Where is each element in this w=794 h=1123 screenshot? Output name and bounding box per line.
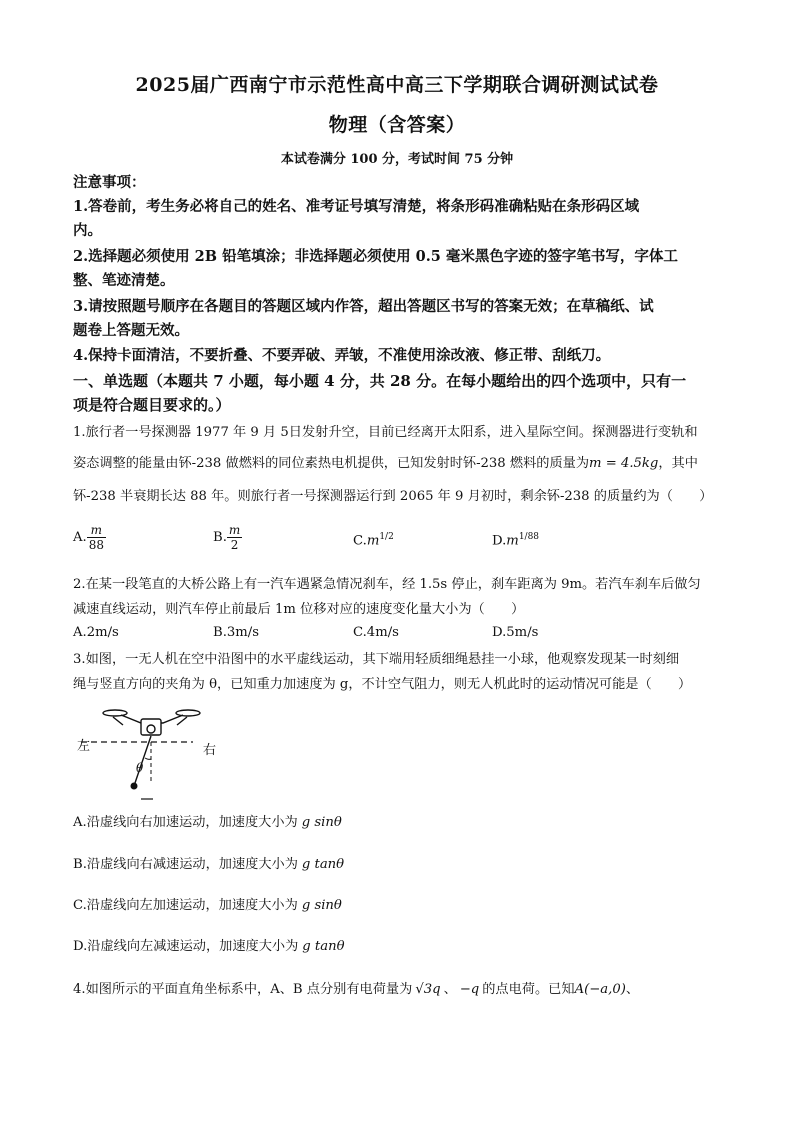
q1-line-1: 1.旅行者一号探测器 1977 年 9 月 5日发射升空，目前已经离开太阳系，进入星际空间。探测器进行变轨和 [73,425,698,440]
q2-line-2: 减速直线运动，则汽车停止前最后 1m 位移对应的速度变化量大小为（ ） [73,602,525,617]
q3-line-1: 3.如图，一无人机在空中沿图中的水平虚线运动，其下端用轻质细绳悬挂一小球，他观察发现某一时刻细 [73,652,680,667]
section-1-heading-line-2: 项是符合题目要求的。） [73,396,231,414]
q2-option-c: C.4m/s [353,625,399,640]
q4-text-a: 4.如图所示的平面直角坐标系中，A、B 点分别有电荷量为 [73,982,413,997]
q1-option-d-label: D. [492,533,507,549]
page-subtitle: 物理（含答案） [328,114,466,136]
q1-option-a-numerator: m [87,523,106,538]
q1-option-a [73,523,106,552]
figure-label-theta: θ [136,761,144,775]
q1-option-d-exponent: 1/88 [518,532,540,542]
q3-option-c-text: C.沿虚线向左加速运动，加速度大小为 [73,898,298,913]
q3-option-c-math: g sinθ [301,898,342,913]
q3-option-b-math: g tanθ [301,857,345,872]
q3-option-a-math: g sinθ [301,815,342,830]
q3-option-a [73,813,733,833]
q4-charge-b: −q [459,982,480,997]
drone-rotor-right [176,710,200,716]
note-2-line-1: 2.选择题必须使用 2B 铅笔填涂；非选择题必须使用 0.5 毫米黑色字迹的签字笔书写，字体工 [73,248,678,265]
q4-text-d: 、 [625,982,640,997]
figure-label-left: 左 [77,739,91,754]
q1-option-b-fraction [227,523,242,552]
q1-line-2-text: 姿态调整的能量由钚-238 做燃料的同位素热电机提供，已知发射时钚-238 燃料的质量为 [73,456,590,471]
q1-option-b-denominator: 2 [230,538,239,552]
q1-line-2-end: ，其中 [658,456,698,471]
q4-point-a: A(−a,0) [574,982,626,997]
q1-option-a-denominator: 88 [88,538,104,552]
q1-option-c-base: m [366,533,380,549]
q1-option-c [353,532,394,548]
q1-option-a-fraction [87,523,106,552]
q3-option-d-math: g tanθ [302,939,345,954]
q4-text-c: 的点电荷。已知 [482,982,575,997]
note-2-line-2: 整、笔迹清楚。 [73,272,175,289]
q1-option-c-exponent: 1/2 [379,532,394,542]
drone-rotor-left [103,710,127,716]
q2-line-1: 2.在某一段笔直的大桥公路上有一汽车遇紧急情况刹车，经 1.5s 停止，刹车距离为 9m。若汽车刹车后做匀 [73,577,701,592]
drone-figure [73,703,233,803]
q3-option-d-text: D.沿虚线向左减速运动，加速度大小为 [73,939,299,954]
note-4: 4.保持卡面清洁，不要折叠、不要弄破、弄皱，不准使用涂改液、修正带、刮纸刀。 [73,347,611,364]
q4-text-b: 、 [443,982,457,997]
q1-line-2 [73,454,733,474]
q1-option-c-label: C. [353,533,367,549]
q3-option-b-text: B.沿虚线向右减速运动，加速度大小为 [73,857,298,872]
hanging-ball [131,783,138,790]
note-3-line-1: 3.请按照题号顺序在各题目的答题区域内作答，超出答题区书写的答案无效；在草稿纸、试 [73,298,654,315]
q3-option-a-text: A.沿虚线向右加速运动，加速度大小为 [73,815,298,830]
note-3-line-2: 题卷上答题无效。 [73,322,189,339]
q1-line-3: 钚-238 半衰期长达 88 年。则旅行者一号探测器运行到 2065 年 9 月初时，剩余钚-238 的质量约为（ ） [73,489,713,504]
q1-option-b [213,523,242,552]
exam-info: 本试卷满分 100 分，考试时间 75 分钟 [280,152,514,167]
q3-line-2: 绳与竖直方向的夹角为 θ，已知重力加速度为 g，不计空气阻力，则无人机此时的运动情况可能是（ ） [73,677,692,692]
q1-option-a-label: A. [73,530,87,545]
q2-option-d: D.5m/s [492,625,539,640]
notes-heading: 注意事项： [73,174,146,191]
q3-option-c [73,896,733,916]
q3-option-d [73,937,733,957]
q1-option-d-base: m [506,533,519,549]
q3-option-b [73,855,733,875]
theta-arc [145,758,151,759]
q1-option-b-label: B. [213,530,227,545]
figure-label-right: 右 [203,743,217,758]
q1-mass-value: m = 4.5kg [589,456,659,471]
q1-option-d [492,532,539,548]
q1-option-b-numerator: m [228,523,241,537]
page-title: 2025届广西南宁市示范性高中高三下学期联合调研测试试卷 [135,74,659,96]
q2-option-b: B.3m/s [213,625,259,640]
section-1-heading-line-1: 一、单选题（本题共 7 小题，每小题 4 分，共 28 分。在每小题给出的四个选项中，只有一 [73,372,687,390]
note-1-line-1: 1.答卷前，考生务必将自己的姓名、准考证号填写清楚，将条形码准确粘贴在条形码区域 [73,198,640,215]
q4-line-1 [73,980,733,1000]
q4-charge-a: √3q [415,982,441,997]
q2-option-a: A.2m/s [73,625,119,640]
note-1-line-2: 内。 [73,222,102,239]
